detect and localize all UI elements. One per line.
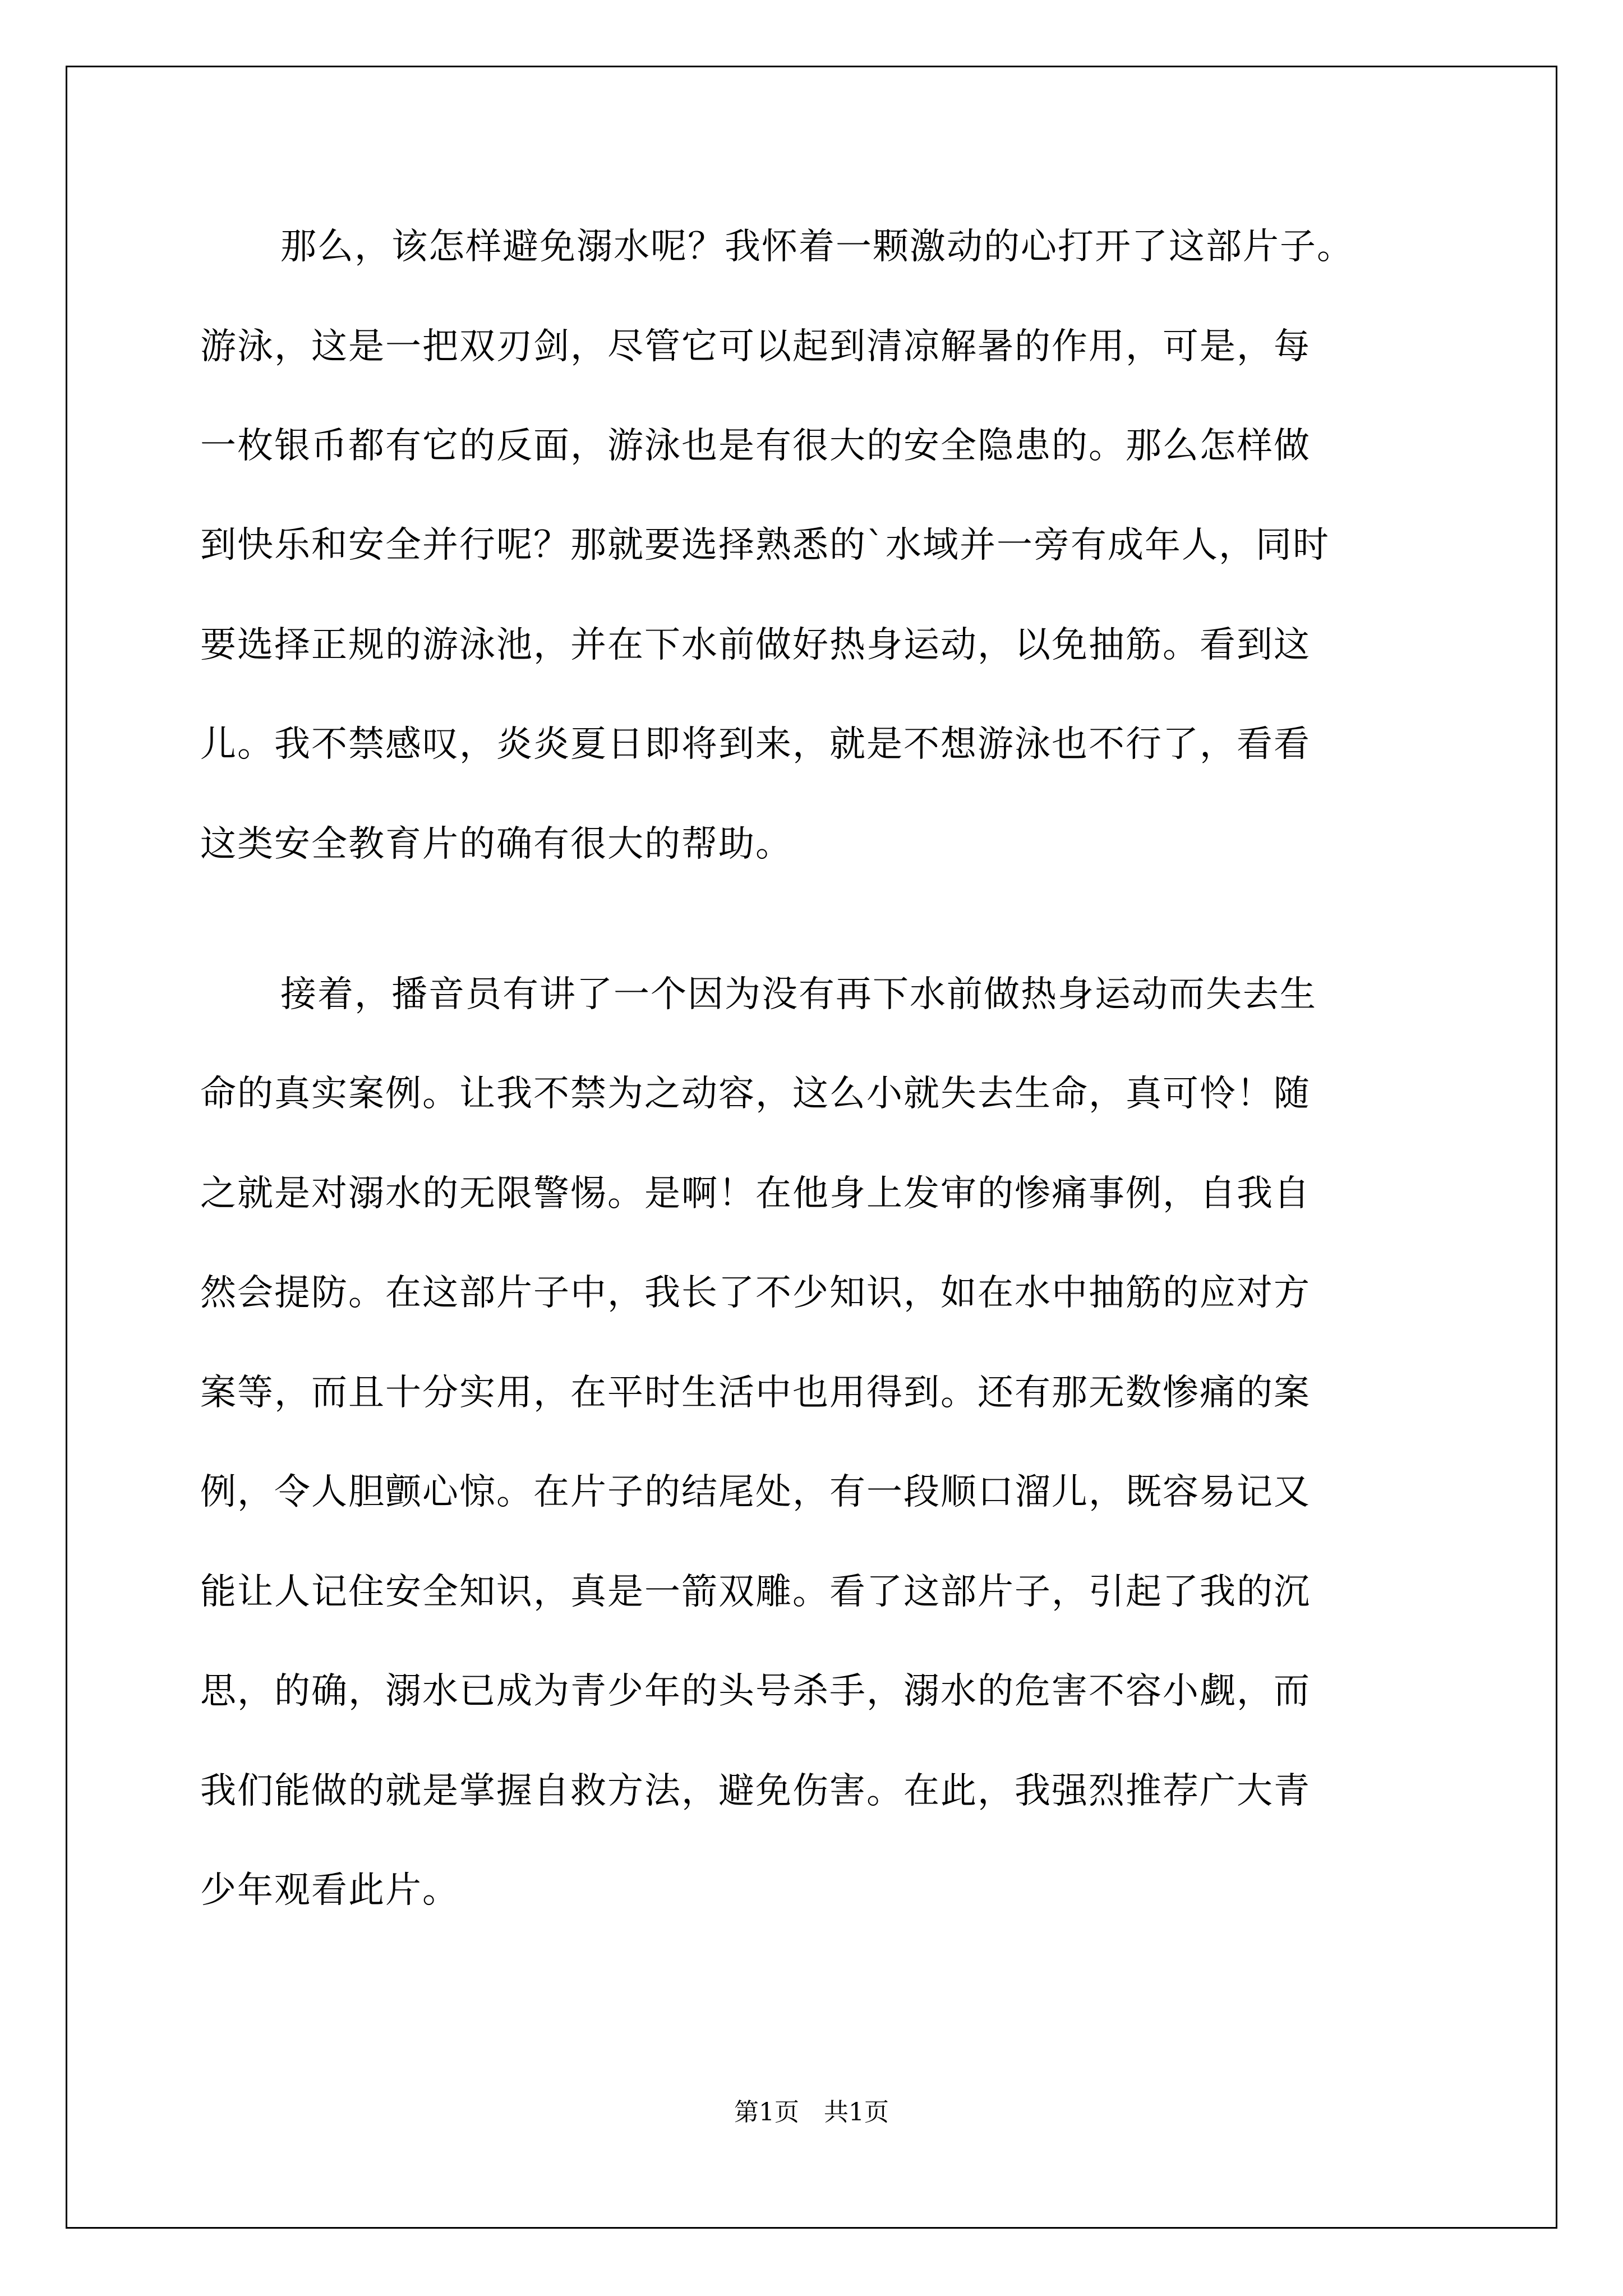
- text-line: 然会提防。在这部片子中，我长了不少知识，如在水中抽筋的应对方: [200, 1272, 1311, 1314]
- text-line: 之就是对溺水的无限警惕。是啊！在他身上发审的惨痛事例，自我自: [200, 1173, 1311, 1214]
- text-line: 游泳，这是一把双刃剑，尽管它可以起到清凉解暑的作用，可是，每: [200, 326, 1311, 367]
- text-line: 思，的确，溺水已成为青少年的头号杀手，溺水的危害不容小觑，而: [200, 1671, 1311, 1712]
- text-line: 例，令人胆颤心惊。在片子的结尾处，有一段顺口溜儿，既容易记又: [200, 1471, 1311, 1513]
- text-line: 接着，播音员有讲了一个因为没有再下水前做热身运动而失去生: [280, 974, 1317, 1015]
- text-line: 到快乐和安全并行呢？那就要选择熟悉的`水域并一旁有成年人，同时: [200, 524, 1330, 566]
- text-line: 能让人记住安全知识，真是一箭双雕。看了这部片子，引起了我的沉: [200, 1571, 1311, 1613]
- text-line: 案等，而且十分实用，在平时生活中也用得到。还有那无数惨痛的案: [200, 1372, 1311, 1414]
- text-line: 少年观看此片。: [200, 1870, 459, 1911]
- text-line: 要选择正规的游泳池，并在下水前做好热身运动，以免抽筋。看到这: [200, 624, 1311, 666]
- text-line: 一枚银币都有它的反面，游泳也是有很大的安全隐患的。那么怎样做: [200, 425, 1311, 467]
- text-line: 那么，该怎样避免溺水呢？我怀着一颗激动的心打开了这部片子。: [280, 226, 1354, 268]
- page-footer: 第1页 共1页: [734, 2098, 889, 2127]
- text-line: 我们能做的就是掌握自救方法，避免伤害。在此，我强烈推荐广大青: [200, 1770, 1311, 1812]
- text-line: 这类安全教育片的确有很大的帮助。: [200, 823, 792, 865]
- text-line: 儿。我不禁感叹，炎炎夏日即将到来，就是不想游泳也不行了，看看: [200, 724, 1311, 765]
- text-line: 命的真实案例。让我不禁为之动容，这么小就失去生命，真可怜！随: [200, 1073, 1311, 1115]
